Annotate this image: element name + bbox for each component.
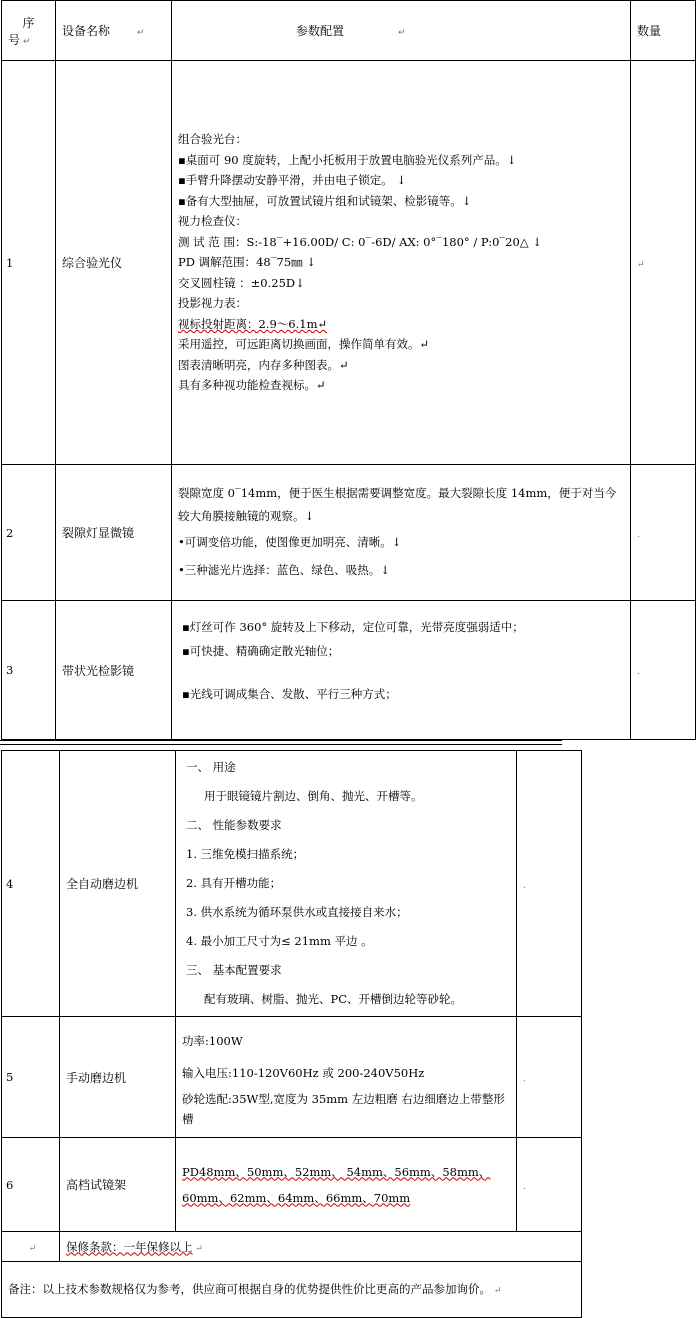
row-params <box>172 601 631 740</box>
param-line: ▪桌面可 90 度旋转，上配小托板用于放置电脑验光仪系列产品。↓ <box>178 152 517 167</box>
param-line: 砂轮选配:35W型,宽度为 35mm 左边粗磨 右边细磨边上带整形槽 <box>182 1092 505 1126</box>
row-no: 2 <box>2 465 56 601</box>
param-line: ▪备有大型抽屉，可放置试镜片组和试镜架、检影镜等。↓ <box>178 193 472 208</box>
param-line: ▪灯丝可作 360° 旋转及上下移动，定位可靠，光带亮度强弱适中； <box>182 619 524 634</box>
param-line: 1. 三维免模扫描系统； <box>186 847 305 861</box>
row-name: 高档试镜架 <box>60 1138 176 1232</box>
header-no: 序 号 ↵ <box>2 1 56 61</box>
header-qty <box>631 1 696 61</box>
row-name: 带状光检影镜 <box>56 601 172 740</box>
row-no: 5 <box>2 1017 60 1138</box>
param-line: ▪可快捷、精确确定散光轴位； <box>182 643 340 658</box>
header-row <box>2 1 696 61</box>
param-line: 2. 具有开槽功能； <box>186 876 282 890</box>
param-line: 投影视力表： <box>178 296 247 311</box>
param-line: 组合验光台： <box>178 132 247 147</box>
row-qty: . <box>631 465 696 601</box>
row-params <box>176 1138 517 1232</box>
param-line: 二、 性能参数要求 <box>186 818 282 832</box>
param-line: 输入电压:110-120V60Hz 或 200-240V50Hz <box>182 1066 425 1080</box>
param-line: 三、 基本配置要求 <box>186 963 282 977</box>
page-break-separator <box>0 739 562 748</box>
param-line: PD48mm、50mm、52mm、 54mm、56mm、58mm、60mm、62mm、64mm、66mm、70mm <box>182 1164 491 1205</box>
header-qty-text: 数量 <box>637 24 662 38</box>
row-params <box>176 751 517 1017</box>
row-params <box>176 1017 517 1138</box>
row-name: 全自动磨边机 <box>60 751 176 1017</box>
header-params: 参数配置 ↵ <box>172 1 631 61</box>
row-no: 3 <box>2 601 56 740</box>
param-line: •三种滤光片选择：蓝色、绿色、吸热。↓ <box>178 562 390 577</box>
header-no-line2: 号 <box>8 32 21 47</box>
row-name: 手动磨边机 <box>60 1017 176 1138</box>
row-qty: . <box>517 1017 582 1138</box>
param-line: 一、 用途 <box>186 760 236 774</box>
equipment-table-part2 <box>1 750 582 1318</box>
row-no: 1 <box>2 61 56 465</box>
param-line: 配有玻璃、树脂、抛光、PC、开槽倒边轮等砂轮。 <box>204 992 463 1006</box>
param-line: 用于眼镜镜片割边、倒角、抛光、开槽等。 <box>204 789 423 803</box>
row-qty: . <box>517 751 582 1017</box>
param-line: ▪手臂升降摆动安静平滑，并由电子锁定。 ↓ <box>178 173 407 188</box>
warranty-cell: 保修条款：一年保修以上 ↵ <box>60 1232 582 1262</box>
table-row <box>2 1017 582 1138</box>
warranty-text: 保修条款：一年保修以上 <box>66 1239 193 1254</box>
equipment-table-part1 <box>1 0 696 740</box>
table-row <box>2 751 582 1017</box>
row-params <box>172 465 631 601</box>
param-line: 采用遥控，可远距离切换画面，操作简单有效。↵ <box>178 337 430 352</box>
note-cell: 备注：以上技术参数规格仅为参考，供应商可根据自身的优势提供性价比更高的产品参加询价。 ↵ <box>2 1262 582 1318</box>
param-line: 功率:100W <box>182 1034 243 1048</box>
param-line: 具有多种视功能检查视标。↵ <box>178 378 326 393</box>
row-no: 6 <box>2 1138 60 1232</box>
param-line: 视力检查仪： <box>178 214 247 229</box>
row-params <box>172 61 631 465</box>
table-row <box>2 601 696 740</box>
header-no-line1: 序 <box>22 15 35 30</box>
note-row <box>2 1262 582 1318</box>
header-name: 设备名称 ↵ <box>56 1 172 61</box>
param-line: 裂隙宽度 0‾14mm，便于医生根据需要调整宽度。最大裂隙长度 14mm，便于对当今较大角膜接触镜的观察。↓ <box>178 485 617 523</box>
warranty-no-cell: ↵ <box>2 1232 60 1262</box>
header-params-text: 参数配置 <box>296 24 345 38</box>
row-no: 4 <box>2 751 60 1017</box>
param-line: ▪光线可调成集合、发散、平行三种方式； <box>182 686 397 701</box>
row-qty: . <box>631 601 696 740</box>
table-row <box>2 61 696 465</box>
table-row <box>2 1138 582 1232</box>
param-line: 视标投射距离：2.9～6.1m↵ <box>178 316 328 331</box>
param-line: 3. 供水系统为循环泵供水或直接接自来水； <box>186 905 408 919</box>
row-name: 裂隙灯显微镜 <box>56 465 172 601</box>
row-name: 综合验光仪 <box>56 61 172 465</box>
warranty-row <box>2 1232 582 1262</box>
row-qty: ↵ <box>631 61 696 465</box>
param-line: 图表清晰明亮，内存多种图表。↵ <box>178 357 349 372</box>
param-line: 4. 最小加工尺寸为≤ 21mm 平边 。 <box>186 934 373 948</box>
param-line: 测 试 范 围：S:-18‾+16.00D/ C: 0‾-6D/ AX: 0°‾180° / P:0‾20△ ↓ <box>178 234 542 249</box>
header-name-text: 设备名称 <box>62 24 111 38</box>
row-qty: . <box>517 1138 582 1232</box>
param-line: PD 调解范围：48‾75㎜ ↓ <box>178 255 316 270</box>
note-text: 备注：以上技术参数规格仅为参考，供应商可根据自身的优势提供性价比更高的产品参加询价。 <box>8 1281 491 1296</box>
param-line: •可调变倍功能，使图像更加明亮、清晰。↓ <box>178 534 402 549</box>
param-line: 交叉圆柱镜 ：±0.25D↓ <box>178 275 305 290</box>
table-row <box>2 465 696 601</box>
